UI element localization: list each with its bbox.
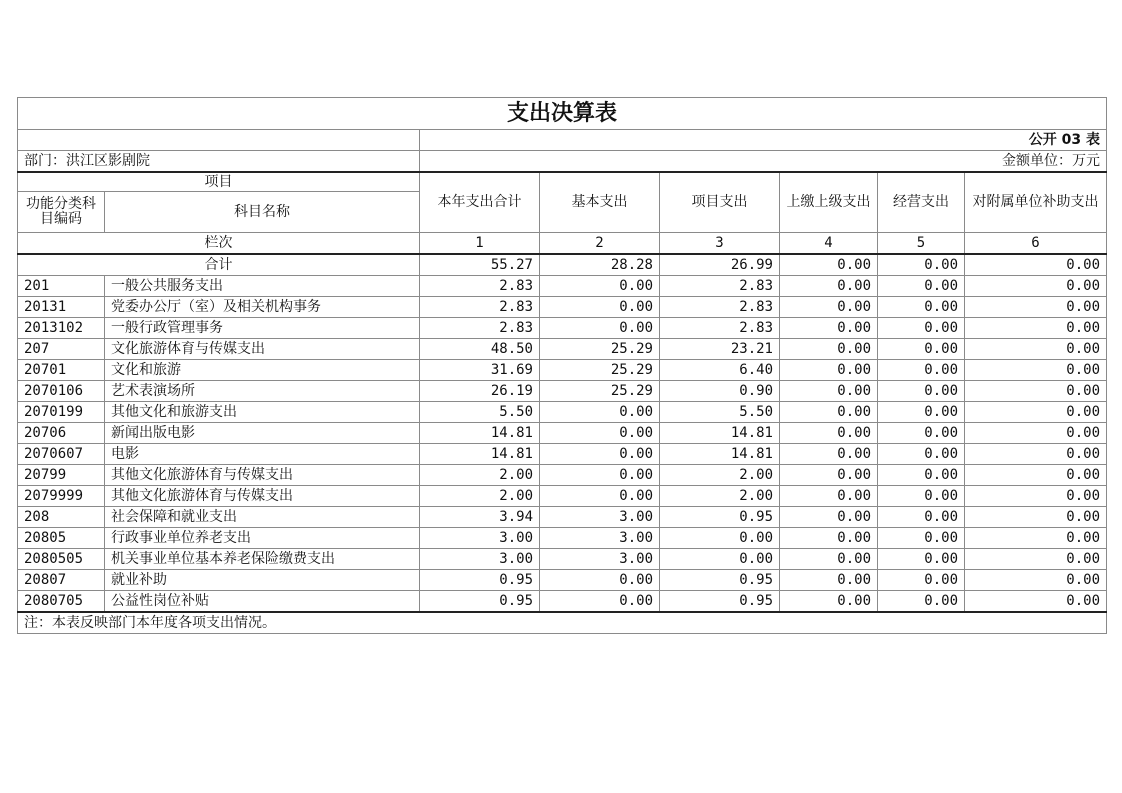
row-value: 0.00 (878, 381, 965, 402)
row-value: 0.00 (660, 528, 780, 549)
summary-value: 0.00 (780, 254, 878, 276)
row-value: 0.00 (780, 591, 878, 613)
table-row (18, 570, 1107, 591)
row-name: 新闻出版电影 (105, 423, 420, 444)
row-value: 0.95 (420, 570, 540, 591)
row-value: 5.50 (420, 402, 540, 423)
row-value: 26.19 (420, 381, 540, 402)
row-value: 0.90 (660, 381, 780, 402)
table-note: 注：本表反映部门本年度各项支出情况。 (18, 612, 1107, 634)
row-value: 0.00 (965, 528, 1107, 549)
row-value: 2.83 (660, 276, 780, 297)
column-number: 6 (965, 233, 1107, 255)
row-value: 0.00 (780, 318, 878, 339)
table-row (18, 402, 1107, 423)
row-value: 0.95 (660, 591, 780, 613)
row-value: 0.00 (965, 507, 1107, 528)
row-value: 3.00 (540, 549, 660, 570)
row-value: 0.00 (540, 318, 660, 339)
table-row (18, 297, 1107, 318)
row-value: 0.00 (780, 444, 878, 465)
row-value: 0.00 (878, 570, 965, 591)
row-value: 0.00 (965, 549, 1107, 570)
row-value: 0.00 (965, 402, 1107, 423)
row-value: 25.29 (540, 360, 660, 381)
header-name: 科目名称 (105, 192, 420, 233)
summary-value: 0.00 (965, 254, 1107, 276)
row-value: 0.95 (660, 507, 780, 528)
row-value: 0.00 (878, 297, 965, 318)
row-value: 0.00 (965, 318, 1107, 339)
header-upper: 上缴上级支出 (780, 172, 878, 233)
table-row (18, 360, 1107, 381)
row-value: 2.83 (660, 297, 780, 318)
row-code: 20131 (18, 297, 105, 318)
table-row (18, 528, 1107, 549)
row-value: 0.00 (540, 465, 660, 486)
row-value: 0.00 (780, 423, 878, 444)
row-value: 0.00 (540, 444, 660, 465)
row-value: 0.00 (878, 465, 965, 486)
row-code: 20805 (18, 528, 105, 549)
row-value: 0.00 (780, 360, 878, 381)
row-value: 0.00 (780, 465, 878, 486)
table-row (18, 423, 1107, 444)
row-code: 20701 (18, 360, 105, 381)
row-value: 0.00 (965, 570, 1107, 591)
row-name: 党委办公厅（室）及相关机构事务 (105, 297, 420, 318)
row-value: 0.00 (660, 549, 780, 570)
row-value: 0.00 (878, 423, 965, 444)
column-number: 2 (540, 233, 660, 255)
row-code: 20706 (18, 423, 105, 444)
row-value: 2.00 (420, 465, 540, 486)
row-value: 3.94 (420, 507, 540, 528)
summary-value: 0.00 (878, 254, 965, 276)
header-total: 本年支出合计 (420, 172, 540, 233)
summary-value: 28.28 (540, 254, 660, 276)
table-title: 支出决算表 (18, 98, 1107, 130)
row-value: 14.81 (420, 444, 540, 465)
expenditure-table (17, 97, 1107, 634)
row-value: 2.83 (420, 318, 540, 339)
row-value: 0.00 (780, 570, 878, 591)
row-name: 其他文化和旅游支出 (105, 402, 420, 423)
row-name: 电影 (105, 444, 420, 465)
row-code: 208 (18, 507, 105, 528)
header-basic: 基本支出 (540, 172, 660, 233)
row-code: 2013102 (18, 318, 105, 339)
header-col-label: 栏次 (18, 233, 420, 255)
row-value: 3.00 (540, 507, 660, 528)
table-row (18, 381, 1107, 402)
row-value: 0.00 (780, 549, 878, 570)
form-number: 公开 03 表 (420, 130, 1107, 151)
row-value: 0.00 (540, 297, 660, 318)
row-value: 25.29 (540, 339, 660, 360)
row-value: 0.00 (878, 507, 965, 528)
row-value: 0.00 (878, 402, 965, 423)
row-code: 2079999 (18, 486, 105, 507)
row-value: 14.81 (660, 423, 780, 444)
row-name: 社会保障和就业支出 (105, 507, 420, 528)
row-value: 0.00 (878, 339, 965, 360)
row-code: 20799 (18, 465, 105, 486)
row-name: 机关事业单位基本养老保险缴费支出 (105, 549, 420, 570)
row-value: 0.00 (780, 507, 878, 528)
row-value: 48.50 (420, 339, 540, 360)
row-value: 25.29 (540, 381, 660, 402)
row-value: 23.21 (660, 339, 780, 360)
table-row (18, 486, 1107, 507)
row-value: 0.00 (780, 381, 878, 402)
row-value: 0.00 (965, 423, 1107, 444)
row-name: 就业补助 (105, 570, 420, 591)
summary-label: 合计 (18, 254, 420, 276)
row-value: 0.00 (540, 423, 660, 444)
row-code: 20807 (18, 570, 105, 591)
row-value: 31.69 (420, 360, 540, 381)
row-code: 2070607 (18, 444, 105, 465)
column-number: 3 (660, 233, 780, 255)
summary-value: 55.27 (420, 254, 540, 276)
row-value: 0.00 (878, 276, 965, 297)
row-value: 0.00 (878, 360, 965, 381)
row-value: 0.00 (965, 381, 1107, 402)
row-code: 2070106 (18, 381, 105, 402)
expenditure-final-accounts-sheet (17, 97, 1106, 634)
amount-unit: 金额单位：万元 (420, 151, 1107, 173)
row-value: 0.00 (878, 318, 965, 339)
table-row (18, 318, 1107, 339)
row-value: 0.00 (540, 591, 660, 613)
row-value: 0.00 (965, 276, 1107, 297)
table-row (18, 591, 1107, 613)
row-value: 2.83 (420, 276, 540, 297)
row-code: 2080705 (18, 591, 105, 613)
row-value: 3.00 (420, 549, 540, 570)
row-code: 201 (18, 276, 105, 297)
table-row (18, 507, 1107, 528)
row-value: 3.00 (540, 528, 660, 549)
row-value: 0.00 (780, 402, 878, 423)
row-value: 5.50 (660, 402, 780, 423)
table-row (18, 339, 1107, 360)
row-value: 14.81 (660, 444, 780, 465)
blank-cell (18, 130, 420, 151)
column-number: 1 (420, 233, 540, 255)
row-value: 2.00 (420, 486, 540, 507)
row-value: 0.00 (780, 528, 878, 549)
row-code: 207 (18, 339, 105, 360)
row-name: 艺术表演场所 (105, 381, 420, 402)
row-value: 14.81 (420, 423, 540, 444)
header-subsidy: 对附属单位补助支出 (965, 172, 1107, 233)
row-name: 文化和旅游 (105, 360, 420, 381)
header-item-group: 项目 (18, 172, 420, 192)
row-value: 0.00 (965, 591, 1107, 613)
row-name: 行政事业单位养老支出 (105, 528, 420, 549)
row-value: 0.00 (540, 570, 660, 591)
row-name: 其他文化旅游体育与传媒支出 (105, 465, 420, 486)
row-value: 2.00 (660, 465, 780, 486)
table-row (18, 444, 1107, 465)
header-project: 项目支出 (660, 172, 780, 233)
row-name: 一般公共服务支出 (105, 276, 420, 297)
summary-value: 26.99 (660, 254, 780, 276)
row-value: 0.00 (780, 486, 878, 507)
row-code: 2080505 (18, 549, 105, 570)
row-value: 0.00 (878, 486, 965, 507)
table-row (18, 465, 1107, 486)
row-name: 文化旅游体育与传媒支出 (105, 339, 420, 360)
row-value: 0.00 (965, 297, 1107, 318)
row-value: 0.00 (540, 486, 660, 507)
row-value: 0.95 (660, 570, 780, 591)
row-value: 0.00 (780, 276, 878, 297)
row-value: 3.00 (420, 528, 540, 549)
row-value: 2.83 (420, 297, 540, 318)
row-name: 公益性岗位补贴 (105, 591, 420, 613)
department-label: 部门：洪江区影剧院 (18, 151, 420, 173)
header-code: 功能分类科目编码 (18, 192, 105, 233)
row-value: 2.00 (660, 486, 780, 507)
header-business: 经营支出 (878, 172, 965, 233)
row-value: 2.83 (660, 318, 780, 339)
row-value: 0.00 (878, 591, 965, 613)
row-value: 0.00 (540, 276, 660, 297)
table-row (18, 549, 1107, 570)
column-number: 5 (878, 233, 965, 255)
row-value: 0.00 (965, 360, 1107, 381)
row-value: 0.00 (878, 549, 965, 570)
row-value: 0.00 (780, 339, 878, 360)
row-value: 0.00 (780, 297, 878, 318)
row-value: 0.00 (540, 402, 660, 423)
row-value: 0.00 (878, 444, 965, 465)
column-number: 4 (780, 233, 878, 255)
row-value: 0.00 (965, 444, 1107, 465)
row-value: 0.00 (965, 339, 1107, 360)
row-name: 其他文化旅游体育与传媒支出 (105, 486, 420, 507)
row-value: 0.95 (420, 591, 540, 613)
row-code: 2070199 (18, 402, 105, 423)
row-value: 0.00 (878, 528, 965, 549)
table-row (18, 276, 1107, 297)
row-value: 6.40 (660, 360, 780, 381)
row-value: 0.00 (965, 465, 1107, 486)
row-name: 一般行政管理事务 (105, 318, 420, 339)
row-value: 0.00 (965, 486, 1107, 507)
